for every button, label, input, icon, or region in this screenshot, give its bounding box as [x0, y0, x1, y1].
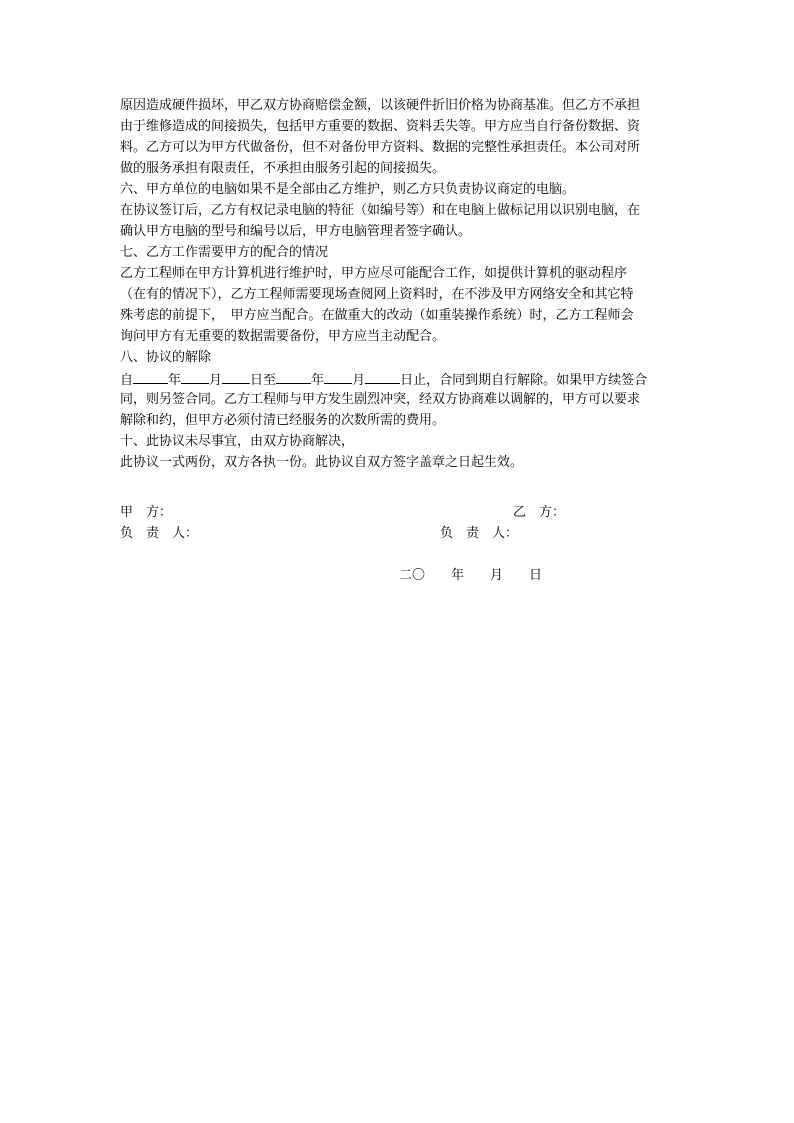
- paragraph-line: 乙方工程师在甲方计算机进行维护时，甲方应尽可能配合工作，如提供计算机的驱动程序: [120, 266, 628, 281]
- year-label: 年: [168, 373, 182, 388]
- blank-field[interactable]: [276, 369, 311, 384]
- blank-field[interactable]: [133, 369, 168, 384]
- paragraph-line: 原因造成硬件损坏，甲乙双方协商赔偿金额，以该硬件折旧价格为协商基准。但乙方不承担: [120, 98, 641, 113]
- blank-field[interactable]: [324, 369, 352, 384]
- paragraph-line: 殊考虑的前提下， 甲方应当配合。在做重大的改动（如重装操作系统）时，乙方工程师会: [120, 308, 634, 323]
- paragraph-line: 由于维修造成的间接损失，包括甲方重要的数据、资料丢失等。甲方应当自行备份数据、资: [120, 119, 641, 134]
- blank-field[interactable]: [181, 369, 209, 384]
- term-date-line: [120, 369, 680, 392]
- party-b-label: 乙 方：: [513, 505, 566, 520]
- party-a-responsible-label: 负 责 人：: [120, 526, 199, 541]
- blank-field[interactable]: [365, 369, 400, 384]
- paragraph-line: 在协议签订后，乙方有权记录电脑的特征（如编号等）和在电脑上做标记用以识别电脑，在: [120, 203, 641, 218]
- paragraph-line: 做的服务承担有限责任，不承担由服务引起的间接损失。: [120, 161, 446, 176]
- month-label: 月: [352, 373, 366, 388]
- section-heading-7: 七、乙方工作需要甲方的配合的情况: [120, 245, 329, 260]
- term-rest-text: 日止，合同到期自行解除。如果甲方续签合: [400, 373, 648, 388]
- paragraph-line: 料。乙方可以为甲方代做备份，但不对备份甲方资料、数据的完整性承担责任。本公司对所: [120, 140, 641, 155]
- signing-date: 二〇 年 月 日: [399, 568, 543, 583]
- paragraph-line: 此协议一式两份，双方各执一份。此协议自双方签字盖章之日起生效。: [120, 455, 524, 470]
- month-label: 月: [209, 373, 223, 388]
- blank-field[interactable]: [222, 369, 250, 384]
- paragraph-line: 确认甲方电脑的型号和编号以后，甲方电脑管理者签字确认。: [120, 224, 472, 239]
- party-b-responsible-label: 负 责 人：: [440, 526, 519, 541]
- paragraph-line: 询问甲方有无重要的数据需要备份，甲方应当主动配合。: [120, 329, 446, 344]
- section-heading-6: 六、甲方单位的电脑如果不是全部由乙方维护，则乙方只负责协议商定的电脑。: [120, 182, 576, 197]
- term-from-label: 自: [120, 373, 134, 388]
- paragraph-line: 同，则另签合同。乙方工程师与甲方发生剧烈冲突，经双方协商难以调解的，甲方可以要求: [120, 392, 641, 407]
- section-heading-10: 十、此协议未尽事宜，由双方协商解决，: [120, 434, 355, 449]
- section-heading-8: 八、协议的解除: [120, 350, 212, 365]
- day-to-label: 日至: [250, 373, 277, 388]
- paragraph-line: 解除和约，但甲方必须付清已经服务的次数所需的费用。: [120, 413, 446, 428]
- paragraph-line: （在有的情况下），乙方工程师需要现场查阅网上资料时，在不涉及甲方网络安全和其它特: [120, 287, 634, 302]
- year-label: 年: [311, 373, 325, 388]
- party-a-label: 甲 方：: [120, 505, 173, 520]
